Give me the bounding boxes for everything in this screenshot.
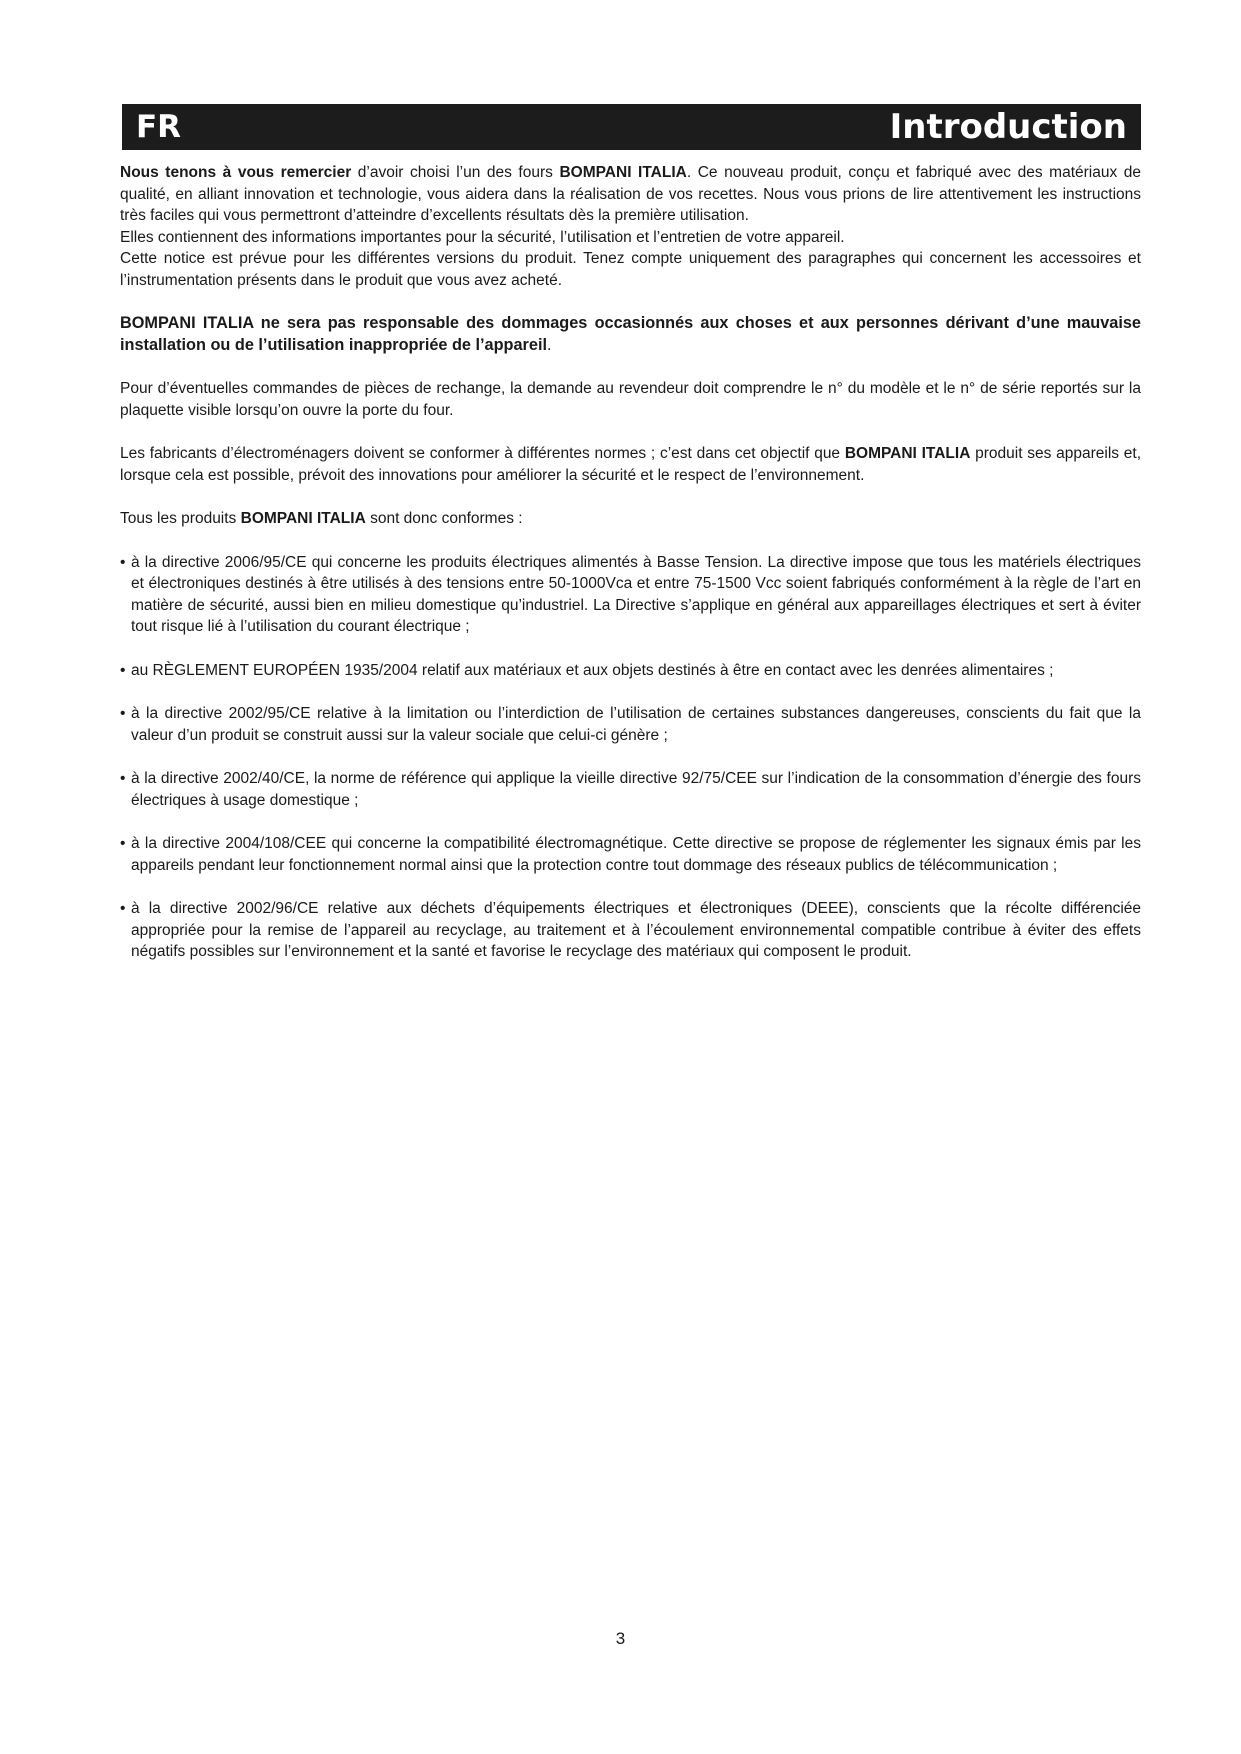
intro-line-3: Cette notice est prévue pour les différentes versions du produit. Tenez compte uniquement des paragraphes qui concernent les accessoires et l’instrumentation présents dans le produit que vous avez acheté.	[120, 250, 1141, 289]
intro-line-2: Elles contiennent des informations importantes pour la sécurité, l’utilisation et l’entretien de votre appareil.	[120, 228, 845, 246]
section-header-bar	[122, 104, 1141, 150]
brand-name: BOMPANI ITALIA	[559, 164, 687, 181]
directive-list-item: • à la directive 2002/96/CE relative aux déchets d’équipements électriques et électroniques (DEEE), conscients que la récolte différenciée appropriée pour la remise de l’appareil au recyclage, au traitement et à l’écoulement environnemental compatible contribue à éviter des effets négatifs possibles sur l’environnement et la santé et favorise le recyclage des matériaux qui composent le produit.	[120, 898, 1141, 963]
directive-list-item: • à la directive 2002/40/CE, la norme de référence qui applique la vieille directive 92/75/CEE sur l’indication de la consommation d’énergie des fours électriques à usage domestique ;	[120, 768, 1141, 811]
directive-list-item: • au RÈGLEMENT EUROPÉEN 1935/2004 relatif aux matériaux et aux objets destinés à être en contact avec les denrées alimentaires ;	[120, 660, 1141, 682]
document-body	[120, 162, 1141, 963]
section-title: Introduction	[889, 107, 1127, 147]
directive-list-item: • à la directive 2004/108/CEE qui concerne la compatibilité électromagnétique. Cette directive se propose de réglementer les signaux émis par les appareils pendant leur fonctionnement normal ainsi que la protection contre tout dommage des réseaux publics de télécommunication ;	[120, 833, 1141, 876]
brand-name: BOMPANI ITALIA	[844, 445, 971, 462]
page-number: 3	[615, 1629, 626, 1648]
language-code: FR	[136, 109, 182, 145]
conformity-paragraph: Tous les produits BOMPANI ITALIA sont donc conformes :	[120, 510, 523, 527]
disclaimer-paragraph: BOMPANI ITALIA ne sera pas responsable des dommages occasionnés aux choses et aux personnes dérivant d’une mauvaise installation ou de l’utilisation inappropriée de l’appareil.	[120, 314, 1141, 354]
directive-list-item: • à la directive 2002/95/CE relative à la limitation ou l’interdiction de l’utilisation de certaines substances dangereuses, conscients du fait que la valeur d’un produit se construit aussi sur la valeur sociale que celui-ci génère ;	[120, 703, 1141, 746]
directive-list-item: • à la directive 2006/95/CE qui concerne les produits électriques alimentés à Basse Tension. La directive impose que tous les matériels électriques et électroniques destinés à être utilisés à des tensions entre 50-1000Vca et entre 75-1500 Vcc soient fabriqués conformément à la règle de l’art en matière de sécurité, aussi bien en milieu domestique qu’industriel. La Directive s’applique en général aux appareillages électriques et sert à éviter tout risque lié à l’utilisation du courant électrique ;	[120, 552, 1141, 638]
intro-paragraph: Nous tenons à vous remercier d’avoir choisi l’un des fours BOMPANI ITALIA. Ce nouveau produit, conçu et fabriqué avec des matériaux de qualité, en alliant innovation et technologie, vous aidera dans la réalisation de vos recettes. Nous vous prions de lire attentivement les instructions très faciles qui vous permettront d’atteindre d’excellents résultats dès la première utilisation.	[120, 164, 1142, 224]
intro-lead: Nous tenons à vous remercier	[120, 164, 352, 181]
spare-parts-paragraph: Pour d’éventuelles commandes de pièces de rechange, la demande au revendeur doit comprendre le n° du modèle et le n° de série reportés sur la plaquette visible lorsqu’on ouvre la porte du four.	[120, 380, 1141, 419]
standards-paragraph: Les fabricants d’électroménagers doivent se conformer à différentes normes ; c’est dans cet objectif que BOMPANI ITALIA produit ses appareils et, lorsque cela est possible, prévoit des innovations pour améliorer la sécurité et le respect de l’environnement.	[120, 445, 1142, 484]
brand-name: BOMPANI ITALIA	[240, 510, 366, 527]
